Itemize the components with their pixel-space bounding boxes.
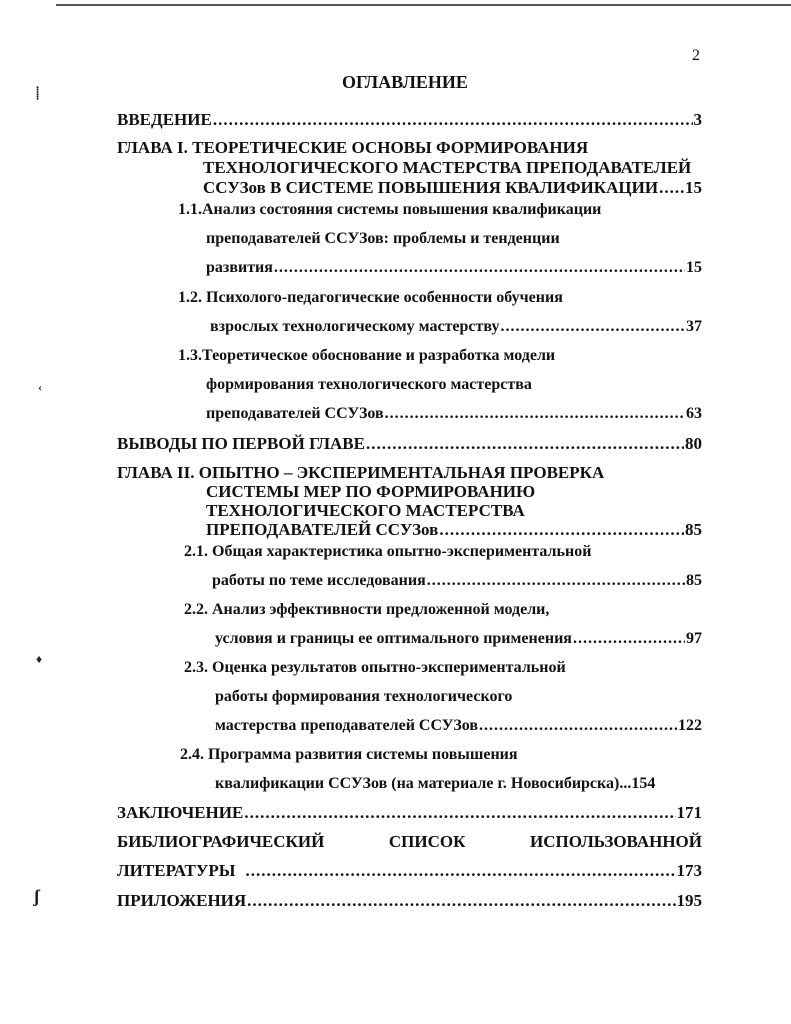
toc-entry-label: развития [206, 259, 273, 276]
toc-section-2-1-line1[interactable]: 2.1. Общая характеристика опытно-экспериментальной [184, 543, 592, 560]
dot-leader [385, 404, 685, 424]
dot-leader [244, 803, 675, 823]
dot-leader [659, 178, 684, 198]
toc-entry-section-1-2[interactable] [210, 317, 702, 337]
scan-speck-mark: ⸽ [36, 86, 40, 100]
toc-entry-appendices[interactable] [117, 891, 702, 911]
toc-page-number: 122 [678, 717, 702, 734]
page-number: 2 [692, 47, 700, 64]
dot-leader [245, 861, 675, 881]
toc-entry-label: квалификации ССУЗов (на материале г. Новосибирска)... [215, 775, 632, 792]
toc-bibliography-word: БИБЛИОГРАФИЧЕСКИЙ [117, 832, 325, 851]
toc-entry-conclusions-chapter1[interactable] [117, 434, 702, 454]
scan-top-border [56, 4, 791, 6]
toc-entry-label: ВВЕДЕНИЕ [117, 110, 212, 129]
toc-page-number: 37 [686, 318, 702, 335]
toc-entry-bibliography[interactable] [117, 861, 702, 881]
toc-chapter1-title-line2[interactable]: ТЕХНОЛОГИЧЕСКОГО МАСТЕРСТВА ПРЕПОДАВАТЕЛЕЙ [203, 158, 692, 177]
dot-leader [427, 571, 685, 591]
toc-entry-label: мастерства преподавателей ССУЗов [215, 717, 479, 734]
toc-chapter2-title-line2[interactable]: СИСТЕМЫ МЕР ПО ФОРМИРОВАНИЮ [206, 482, 536, 501]
toc-section-2-3-line1[interactable]: 2.3. Оценка результатов опытно-экспериментальной [184, 659, 566, 676]
toc-entry-section-1-1[interactable] [206, 258, 702, 278]
toc-entry-label: ССУЗов В СИСТЕМЕ ПОВЫШЕНИЯ КВАЛИФИКАЦИИ [203, 178, 659, 197]
toc-chapter2-title-line3[interactable]: ТЕХНОЛОГИЧЕСКОГО МАСТЕРСТВА [206, 501, 525, 520]
toc-bibliography-word: СПИСОК [388, 832, 466, 851]
toc-page-number: 63 [686, 405, 702, 422]
scan-speck-mark: ‹ [38, 380, 42, 394]
toc-entry-chapter2[interactable] [206, 520, 702, 540]
toc-section-1-1-line1[interactable]: 1.1.Анализ состояния системы повышения квалификации [178, 201, 602, 218]
dot-leader [439, 520, 684, 540]
toc-page-number: 85 [685, 520, 702, 539]
toc-section-1-1-line2[interactable]: преподавателей ССУЗов: проблемы и тенденции [206, 230, 560, 247]
toc-section-1-3-line2[interactable]: формирования технологического мастерства [206, 376, 532, 393]
toc-entry-label: условия и границы ее оптимального применения [215, 630, 572, 647]
toc-entry-label: ПРИЛОЖЕНИЯ [117, 891, 247, 910]
page-title: ОГЛАВЛЕНИЕ [342, 72, 468, 92]
toc-page-number: 173 [676, 861, 702, 880]
dot-leader [274, 258, 685, 278]
toc-entry-section-2-2[interactable] [215, 629, 702, 649]
toc-bibliography-title-line1[interactable] [117, 832, 702, 852]
toc-section-1-2-line1[interactable]: 1.2. Психолого-педагогические особенности обучения [178, 289, 563, 306]
toc-chapter2-title-line1[interactable]: ГЛАВА II. ОПЫТНО – ЭКСПЕРИМЕНТАЛЬНАЯ ПРОВЕРКА [117, 463, 605, 482]
toc-entry-chapter1[interactable] [203, 178, 702, 198]
toc-entry-label: преподавателей ССУЗов [206, 405, 384, 422]
toc-entry-label: ЛИТЕРАТУРЫ [117, 861, 236, 880]
toc-page-number: 15 [685, 178, 702, 197]
toc-section-2-3-line2[interactable]: работы формирования технологического [215, 688, 513, 705]
toc-entry-intro[interactable] [117, 110, 702, 130]
dot-leader [247, 891, 675, 911]
dot-leader [366, 434, 684, 454]
toc-page-number: 3 [693, 110, 702, 129]
toc-bibliography-word: ИСПОЛЬЗОВАННОЙ [530, 832, 702, 851]
dot-leader [213, 110, 693, 130]
toc-page-number: 154 [631, 775, 656, 792]
toc-chapter1-title-line1[interactable]: ГЛАВА I. ТЕОРЕТИЧЕСКИЕ ОСНОВЫ ФОРМИРОВАНИЯ [117, 138, 589, 157]
toc-entry-label: ПРЕПОДАВАТЕЛЕЙ ССУЗов [206, 520, 439, 539]
toc-section-2-2-line1[interactable]: 2.2. Анализ эффективности предложенной модели, [184, 601, 550, 618]
toc-entry-label: работы по теме исследования [212, 572, 426, 589]
toc-entry-conclusion[interactable] [117, 803, 702, 823]
toc-page-number: 15 [686, 259, 702, 276]
toc-page-number: 171 [676, 803, 702, 822]
toc-section-1-3-line1[interactable]: 1.3.Теоретическое обоснование и разработка модели [178, 347, 556, 364]
toc-entry-section-2-1[interactable] [212, 571, 702, 591]
toc-entry-label: ЗАКЛЮЧЕНИЕ [117, 803, 244, 822]
toc-entry-section-2-3[interactable] [215, 716, 702, 736]
scan-speck-mark: ʃ [34, 886, 40, 906]
toc-entry-section-2-4[interactable] [215, 774, 702, 794]
toc-entry-section-1-3[interactable] [206, 404, 702, 424]
dot-leader [500, 317, 685, 337]
toc-entry-label: ВЫВОДЫ ПО ПЕРВОЙ ГЛАВЕ [117, 434, 365, 453]
dot-leader [479, 716, 677, 736]
toc-entry-label: взрослых технологическому мастерству [210, 318, 500, 335]
scan-speck-mark: ♦ [36, 652, 43, 666]
toc-page-number: 97 [686, 630, 702, 647]
toc-page-number: 80 [685, 434, 702, 453]
toc-page-number: 85 [686, 572, 702, 589]
toc-section-2-4-line1[interactable]: 2.4. Программа развития системы повышения [180, 746, 518, 763]
toc-page-number: 195 [676, 891, 702, 910]
dot-leader [573, 629, 685, 649]
